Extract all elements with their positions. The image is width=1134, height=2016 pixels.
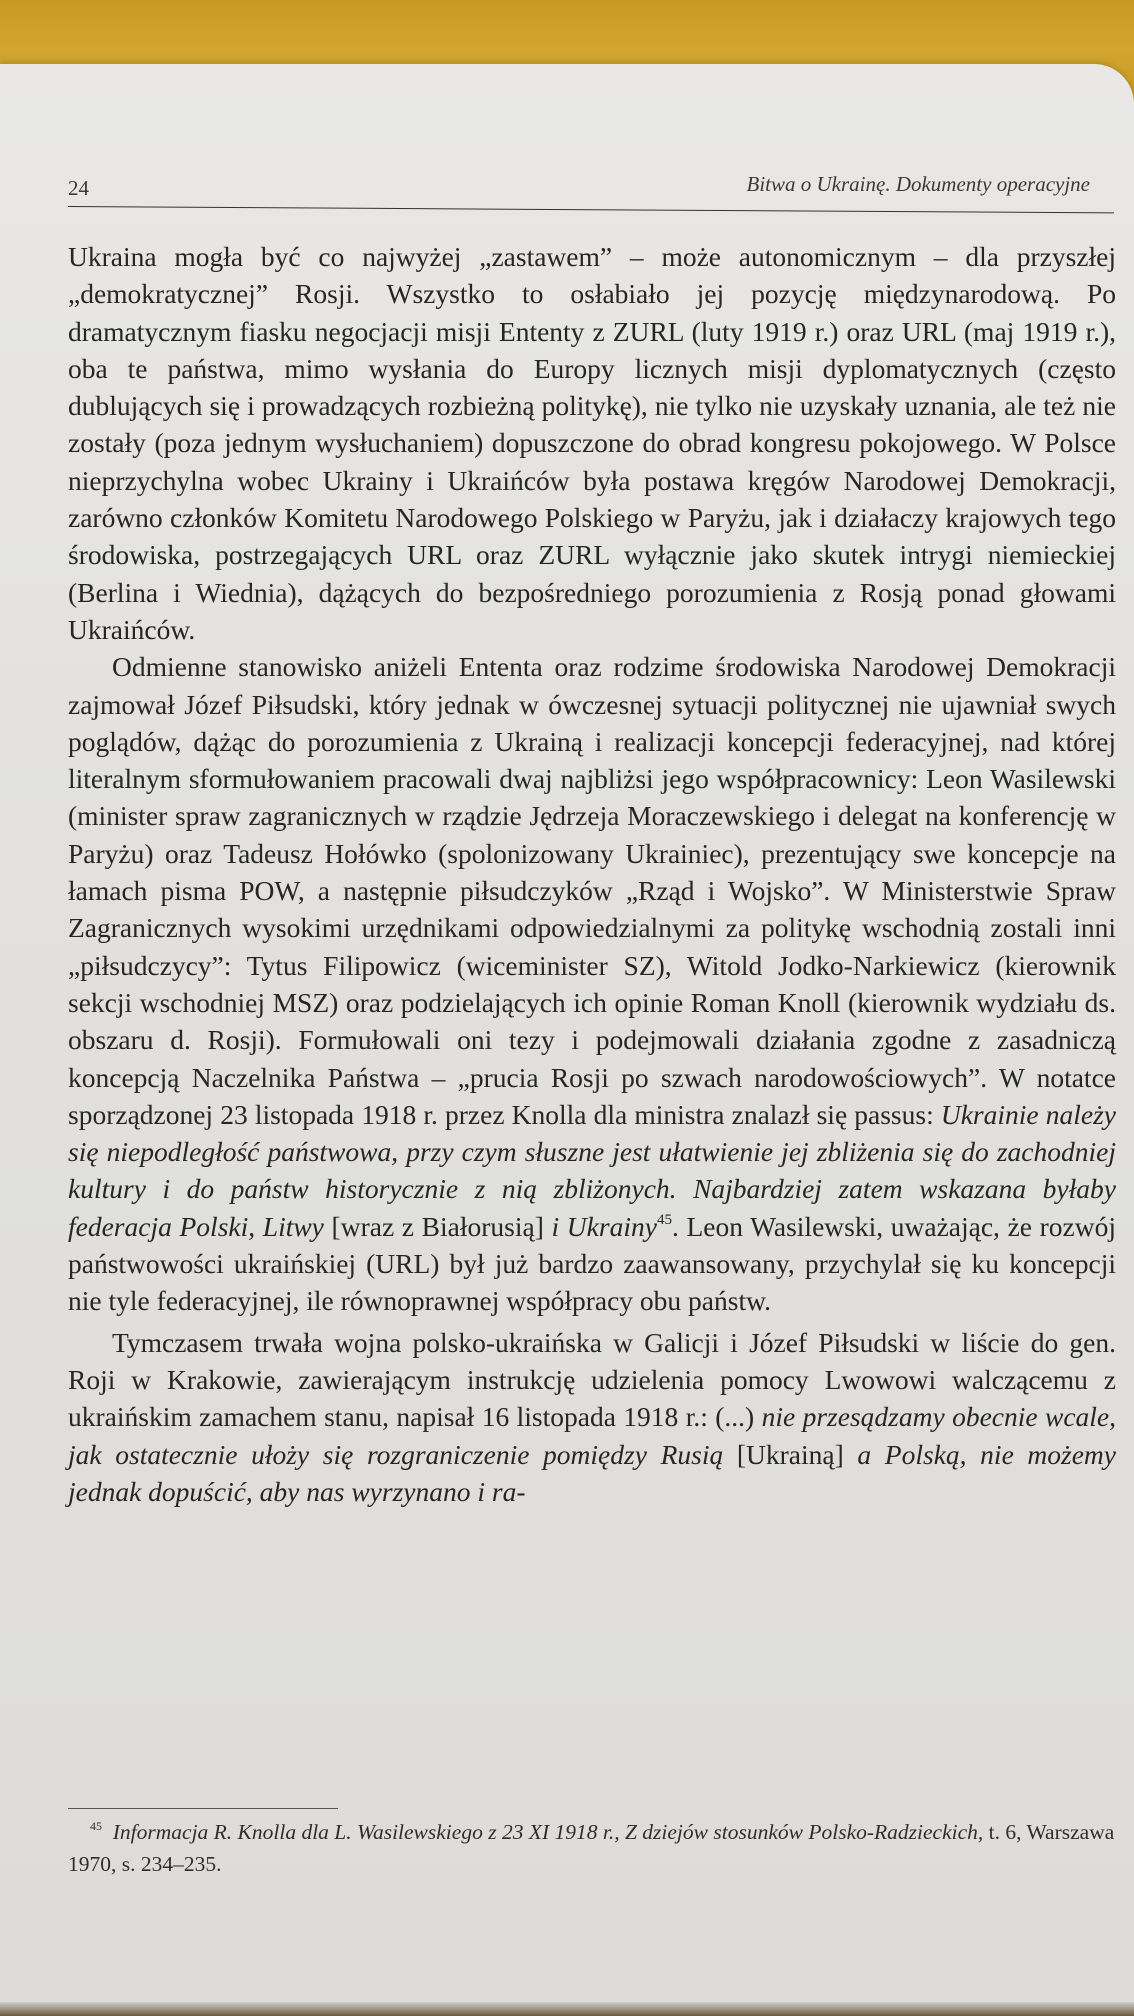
italic-quote-run: Ukrainie należy się niepodległość państwowa, przy czym słuszne jest ułatwienie jej zbliżenia się do zachodniej kultury i do państw historycznie z nią zbliżonych. Najbardziej zatem wskazana byłaby federacja Polski, Litwy <box>68 1098 1116 1242</box>
footnote-reference: 45 <box>656 1211 672 1228</box>
body-text <box>68 238 1116 1510</box>
paragraph-3 <box>68 1324 1116 1510</box>
text-run: [Ukrainą] <box>723 1438 858 1470</box>
text-run: . Leon Wasilewski, uważając, że rozwój państwowości ukraińskiej (URL) był już bardzo zaawansowany, przychylał się ku koncepcji nie tyle federacyjnej, ile równoprawnej współpracy obu państw. <box>68 1210 1116 1317</box>
text-run: Odmienne stanowisko aniżeli Ententa oraz rodzime środowiska Narodowej Demokracji zajmował Józef Piłsudski, który jednak w ówczesnej sytuacji politycznej nie ujawniał swych poglądów, dążąc do porozumienia z Ukrainą i realizacji koncepcji federacyjnej, nad której literalnym sformułowaniem pracowali dwaj najbliżsi jego współpracownicy: Leon Wasilewski (minister spraw zagranicznych w rządzie Jędrzeja Moraczewskiego i delegat na konferencję w Paryżu) oraz Tadeusz Hołówko (spolonizowany Ukrainiec), prezentujący swe koncepcje na łamach pisma POW, a następnie piłsudczyków „Rząd i Wojsko”. W Ministerstwie Spraw Zagranicznych wysokimi urzędnikami odpowiedzialnymi za politykę wschodnią zostali inni „piłsudczycy”: Tytus Filipowicz (wiceminister SZ), Witold Jodko-Narkiewicz (kierownik sekcji wschodniej MSZ) oraz podzielających ich opinie Roman Knoll (kierownik wydziału ds. obszaru d. Rosji). Formułowali oni tezy i podejmowali działania zgodne z zasadniczą koncepcją Naczelnika Państwa – „prucia Rosji po szwach narodowościowych”. W notatce sporządzonej 23 listopada 1918 r. przez Knolla dla ministra znalazł się passus: <box>68 651 1116 1130</box>
page-number: 24 <box>68 176 89 200</box>
text-run: Tymczasem trwała wojna polsko-ukraińska w Galicji i Józef Piłsudski w liście do gen. Roji w Krakowie, zawierającym instrukcję udzielenia pomocy Lwowowi walczącemu z ukraińskim zamachem stanu, napisał 16 listopada 1918 r.: (...) <box>68 1326 1116 1433</box>
footnote-rule <box>68 1808 338 1809</box>
italic-quote-run: nie przesądzamy obecnie wcale, jak ostatecznie ułoży się rozgraniczenie pomiędzy Rusią <box>68 1401 1116 1470</box>
italic-quote-run: a Polską, nie możemy jednak dopuścić, aby nas wyrzynano i ra- <box>68 1438 1116 1507</box>
running-head: Bitwa o Ukrainę. Dokumenty operacyjne <box>746 172 1090 196</box>
footnote-citation-italic: Informacja R. Knolla dla L. Wasilewskiego z 23 XI 1918 r., Z dziejów stosunków Polsko-Radzieckich, <box>112 1820 984 1844</box>
text-run: Ukraina mogła być co najwyżej „zastawem” – może autonomicznym – dla przyszłej „demokratycznej” Rosji. Wszystko to osłabiało jej pozycję międzynarodową. Po dramatycznym fiasku negocjacji misji Ententy z ZURL (luty 1919 r.) oraz URL (maj 1919 r.), oba te państwa, mimo wysłania do Europy licznych misji dyplomatycznych (często dublujących się i prowadzących rozbieżną politykę), nie tylko nie uzyskały uznania, ale też nie zostały (poza jednym wysłuchaniem) dopuszczone do obrad kongresu pokojowego. W Polsce nieprzychylna wobec Ukrainy i Ukraińców była postawa kręgów Narodowej Demokracji, zarówno członków Komitetu Narodowego Polskiego w Paryżu, jak i działaczy krajowych tego środowiska, postrzegających URL oraz ZURL wyłącznie jako skutek intrygi niemieckiej (Berlina i Wiednia), dążących do bezpośredniego porozumienia z Rosją ponad głowami Ukraińców. <box>68 241 1116 645</box>
page-bottom-edge <box>0 2002 1134 2016</box>
footnote-citation-plain: t. 6, Warszawa 1970, s. 234–235. <box>68 1820 1115 1876</box>
italic-quote-run: i Ukrainy <box>551 1210 657 1242</box>
text-run: [wraz z Białorusią] <box>323 1210 552 1242</box>
paragraph-1 <box>68 238 1116 648</box>
footnote-45 <box>68 1816 1116 1880</box>
paragraph-2 <box>68 648 1116 1319</box>
footnote-marker: 45 <box>90 1819 102 1833</box>
